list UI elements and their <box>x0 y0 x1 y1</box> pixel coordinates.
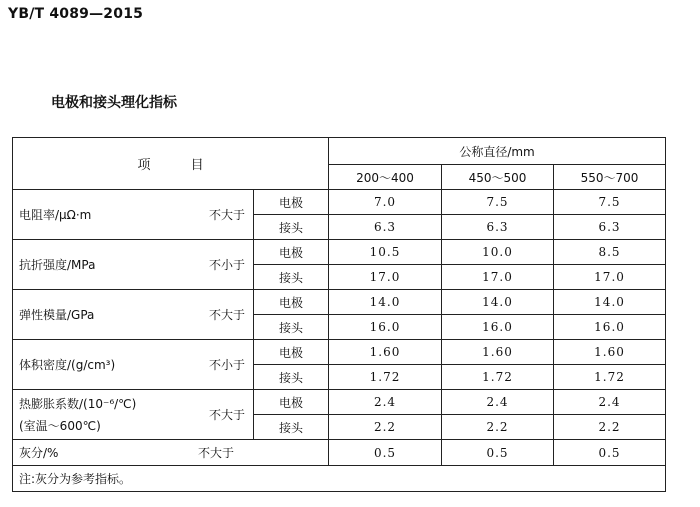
value-cell: 7.0 <box>329 190 442 215</box>
property-cell <box>13 290 254 340</box>
table-row <box>13 240 666 265</box>
value-cell: 6.3 <box>554 215 666 240</box>
value-cell: 1.72 <box>554 365 666 390</box>
type-label: 接头 <box>254 365 329 390</box>
diameter-col-3: 550～700 <box>554 165 666 190</box>
diameter-group-header: 公称直径/mm <box>329 138 666 165</box>
property-limit: 不大于 <box>208 208 245 222</box>
property-cell <box>13 190 254 240</box>
value-cell: 2.2 <box>554 415 666 440</box>
type-label: 电极 <box>254 240 329 265</box>
property-name: 电阻率/μΩ·m <box>19 208 92 222</box>
type-label: 电极 <box>254 290 329 315</box>
table-title: 电极和接头理化指标 <box>51 95 177 111</box>
property-cell <box>13 440 329 466</box>
item-header: 项 目 <box>13 138 329 190</box>
value-cell: 7.5 <box>442 190 554 215</box>
type-label: 电极 <box>254 190 329 215</box>
table-row <box>13 340 666 365</box>
value-cell: 14.0 <box>329 290 442 315</box>
type-label: 接头 <box>254 315 329 340</box>
value-cell: 1.72 <box>329 365 442 390</box>
value-cell: 6.3 <box>442 215 554 240</box>
value-cell: 1.60 <box>329 340 442 365</box>
property-cell <box>13 240 254 290</box>
type-label: 接头 <box>254 265 329 290</box>
value-cell: 7.5 <box>554 190 666 215</box>
value-cell: 2.2 <box>442 415 554 440</box>
table-row <box>13 290 666 315</box>
property-limit: 不小于 <box>208 258 245 272</box>
property-limit: 不大于 <box>198 446 235 460</box>
value-cell: 1.60 <box>442 340 554 365</box>
value-cell: 0.5 <box>442 440 554 466</box>
property-name: 灰分/% <box>19 446 59 460</box>
properties-table <box>12 137 666 492</box>
value-cell: 14.0 <box>554 290 666 315</box>
value-cell: 10.0 <box>442 240 554 265</box>
value-cell: 17.0 <box>554 265 666 290</box>
value-cell: 6.3 <box>329 215 442 240</box>
property-name: 热膨胀系数/(10⁻⁶/℃) <box>19 396 137 411</box>
value-cell: 17.0 <box>329 265 442 290</box>
property-name: 抗折强度/MPa <box>19 258 96 272</box>
value-cell: 0.5 <box>329 440 442 466</box>
property-cell <box>13 390 254 440</box>
type-label: 电极 <box>254 340 329 365</box>
property-condition: (室温～600℃) <box>19 418 101 433</box>
value-cell: 1.60 <box>554 340 666 365</box>
value-cell: 16.0 <box>329 315 442 340</box>
value-cell: 17.0 <box>442 265 554 290</box>
table-row <box>13 440 666 466</box>
value-cell: 14.0 <box>442 290 554 315</box>
value-cell: 2.2 <box>329 415 442 440</box>
value-cell: 1.72 <box>442 365 554 390</box>
table-row <box>13 190 666 215</box>
value-cell: 16.0 <box>554 315 666 340</box>
property-cell <box>13 340 254 390</box>
property-limit: 不大于 <box>208 408 245 422</box>
property-name: 弹性模量/GPa <box>19 308 95 322</box>
type-label: 接头 <box>254 415 329 440</box>
diameter-col-1: 200～400 <box>329 165 442 190</box>
type-label: 电极 <box>254 390 329 415</box>
property-limit: 不小于 <box>208 358 245 372</box>
type-label: 接头 <box>254 215 329 240</box>
diameter-col-2: 450～500 <box>442 165 554 190</box>
value-cell: 2.4 <box>442 390 554 415</box>
value-cell: 0.5 <box>554 440 666 466</box>
value-cell: 2.4 <box>554 390 666 415</box>
value-cell: 10.5 <box>329 240 442 265</box>
value-cell: 16.0 <box>442 315 554 340</box>
standard-code: YB/T 4089—2015 <box>8 6 144 22</box>
property-name: 体积密度/(g/cm³) <box>19 358 116 372</box>
value-cell: 8.5 <box>554 240 666 265</box>
value-cell: 2.4 <box>329 390 442 415</box>
table-note: 注:灰分为参考指标。 <box>13 466 666 492</box>
property-limit: 不大于 <box>208 308 245 322</box>
table-row <box>13 390 666 415</box>
